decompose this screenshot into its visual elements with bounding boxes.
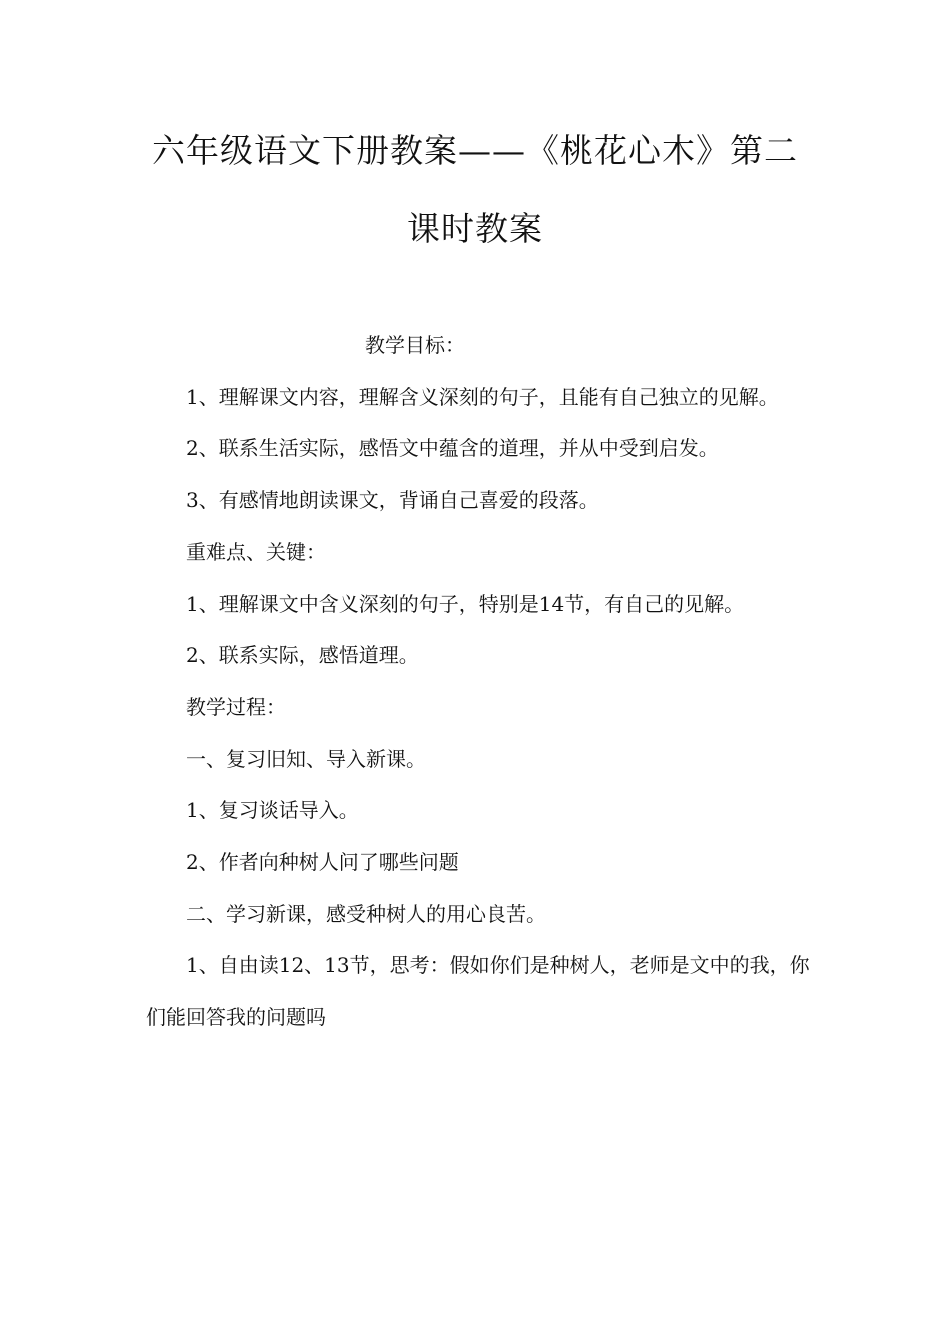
section-heading-objectives: 教学目标：	[365, 333, 465, 357]
section-heading-key-points: 重难点、关键：	[186, 539, 326, 564]
paragraph: 2、联系生活实际，感悟文中蕴含的道理，并从中受到启发。	[186, 436, 719, 461]
paragraph: 一、复习旧知、导入新课。	[186, 746, 426, 771]
document-title	[120, 112, 830, 268]
paragraph: 1、理解课文中含义深刻的句子，特别是14节，有自己的见解。	[186, 591, 745, 616]
paragraph: 3、有感情地朗读课文，背诵自己喜爱的段落。	[186, 488, 599, 513]
paragraph: 2、作者向种树人问了哪些问题	[186, 850, 459, 875]
title-line-2: 课时教案	[407, 209, 543, 248]
paragraph: 二、学习新课，感受种树人的用心良苦。	[186, 901, 546, 926]
title-line-1: 六年级语文下册教案——《桃花心木》第二	[152, 131, 798, 170]
paragraph: 1、理解课文内容，理解含义深刻的句子，且能有自己独立的见解。	[186, 384, 779, 409]
paragraph: 2、联系实际，感悟道理。	[186, 643, 419, 668]
paragraph: 1、复习谈话导入。	[186, 798, 359, 823]
document-body	[146, 320, 811, 1044]
section-heading-process: 教学过程：	[186, 694, 286, 719]
paragraph: 1、自由读12、13节，思考：假如你们是种树人，老师是文中的我，你们能回答我的问题吗	[146, 953, 810, 1030]
